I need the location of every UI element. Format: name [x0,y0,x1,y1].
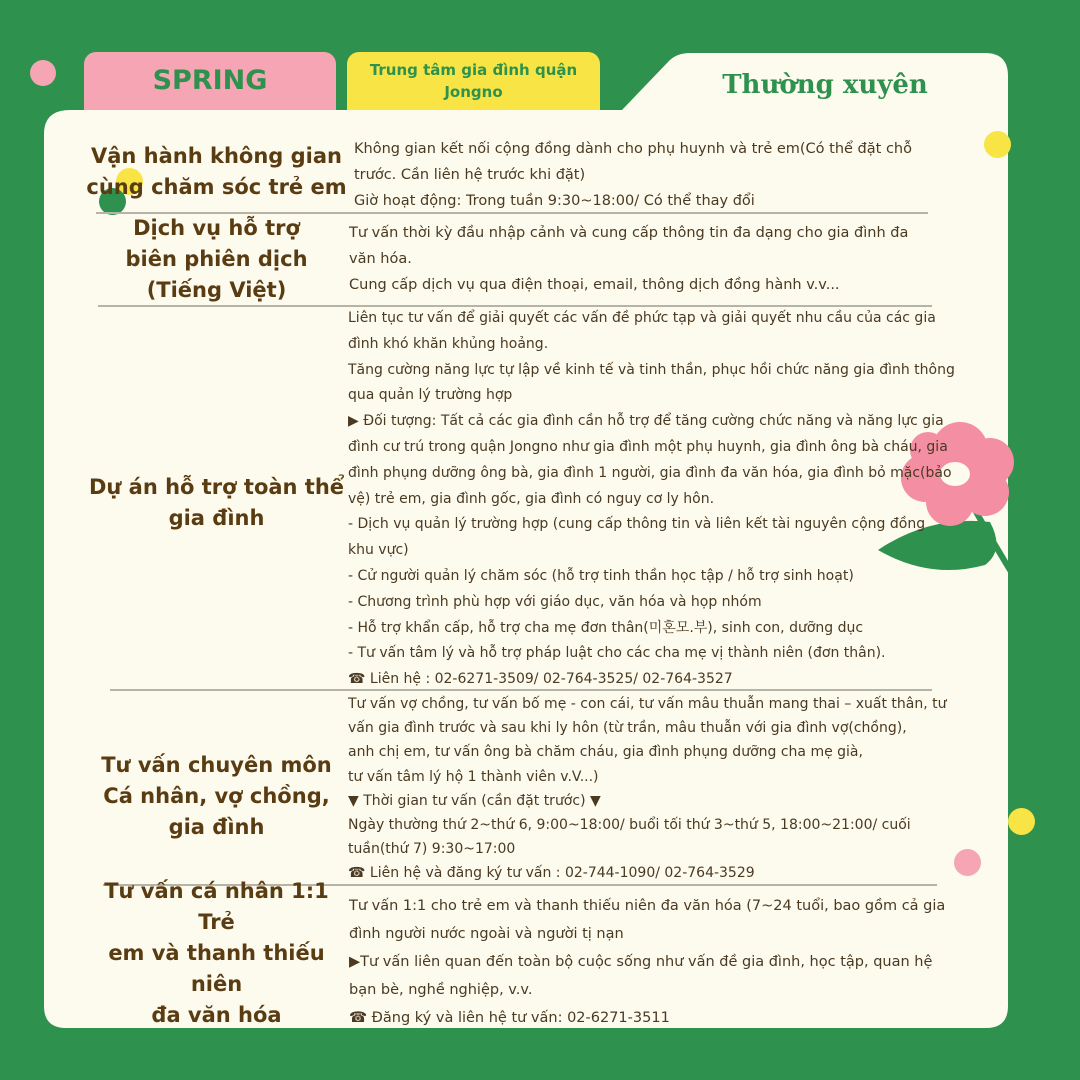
description-line: vấn gia đình trước và sau khi ly hôn (từ trần, mâu thuẫn với gia đình vợ(chồng), [348,720,907,737]
description-line: - Chương trình phù hợp với giáo dục, văn hóa và họp nhóm [348,593,762,610]
tab-spring-label: SPRING [152,64,268,96]
service-title-line: gia đình [168,814,265,839]
service-title-line: Cá nhân, vợ chồng, [103,783,330,808]
yellow-dot [984,131,1011,158]
description-line: Tư vấn vợ chồng, tư vấn bố mẹ - con cái, tư vấn mâu thuẫn mang thai – xuất thân, tư [348,696,947,712]
description-line: ☎ Đăng ký và liên hệ tư vấn: 02-6271-3511 [349,1010,670,1026]
description-line: - Cử người quản lý chăm sóc (hỗ trợ tinh thần học tập / hỗ trợ sinh hoạt) [348,567,854,584]
description-line: Liên tục tư vấn để giải quyết các vấn đề phức tạp và giải quyết nhu cầu của các gia [348,310,936,326]
description-line: Tăng cường năng lực tự lập về kinh tế và tinh thần, phục hồi chức năng gia đình thông [348,361,955,378]
description-line: Ngày thường thứ 2~thứ 6, 9:00~18:00/ buổi tối thứ 3~thứ 5, 18:00~21:00/ cuối [348,817,911,834]
tab-center-line1: Trung tâm gia đình quận [369,61,578,79]
service-title-line: Dịch vụ hỗ trợ [133,215,300,240]
description-line: đình cư trú trong quận Jongno như gia đình một phụ huynh, gia đình ông bà cháu, gia [348,438,948,455]
description-line: vệ) trẻ em, gia đình gốc, gia đình có nguy cơ ly hôn. [348,490,715,507]
description-line: Cung cấp dịch vụ qua điện thoại, email, thông dịch đồng hành v.v... [349,277,840,293]
pink-dot [954,849,981,876]
main-tab-label: Thường xuyên [722,70,928,100]
description-line: anh chị em, tư vấn ông bà chăm cháu, gia đình phụng dưỡng cha mẹ già, [348,744,863,761]
service-title-line: cùng chăm sóc trẻ em [86,175,347,199]
service-title-line: Tư vấn chuyên môn [101,752,332,777]
service-description [349,892,945,1032]
description-line: ☎ Liên hệ và đăng ký tư vấn : 02-744-1090/ 02-764-3529 [348,865,755,882]
service-title [84,878,349,1027]
service-title-line: Tư vấn cá nhân 1:1 Trẻ [104,878,329,934]
description-line: Tư vấn 1:1 cho trẻ em và thanh thiếu niên đa văn hóa (7~24 tuổi, bao gồm cả gia [349,898,946,914]
description-line: - Dịch vụ quản lý trường hợp (cung cấp thông tin và liên kết tài nguyên cộng đồng [348,516,926,533]
description-line: tuần(thứ 7) 9:30~17:00 [348,841,516,858]
description-line: tư vấn tâm lý hộ 1 thành viên v.V...) [348,768,599,785]
service-description [349,220,908,298]
service-title-line: đa văn hóa [151,1002,282,1027]
service-description [354,136,912,214]
yellow-dot [1008,808,1035,835]
service-title-line: (Tiếng Việt) [146,277,287,302]
description-line: ▼ Thời gian tư vấn (cần đặt trước) ▼ [348,792,601,809]
description-line: văn hóa. [349,251,412,267]
description-line: qua quản lý trường hợp [348,387,513,404]
description-line: Giờ hoạt động: Trong tuần 9:30~18:00/ Có thể thay đổi [354,193,755,209]
service-title [84,140,349,204]
service-description [348,692,947,886]
service-description [348,306,955,693]
service-title-line: em và thanh thiếu niên [108,940,325,996]
description-line: đình phụng dưỡng ông bà, gia đình 1 người, gia đình đa văn hóa, gia đình bỏ mặc(bảo [348,464,952,481]
service-title-line: biên phiên dịch [125,246,308,271]
service-title [84,472,349,534]
service-title-line: Vận hành không gian [90,144,342,168]
service-title [84,749,349,843]
description-line: - Tư vấn tâm lý và hỗ trợ pháp luật cho các cha mẹ vị thành niên (đơn thân). [348,645,886,662]
service-title-line: Dự án hỗ trợ toàn thể [88,475,345,499]
description-line: Tư vấn thời kỳ đầu nhập cảnh và cung cấp thông tin đa dạng cho gia đình đa [349,225,909,241]
description-line: khu vực) [348,542,409,559]
description-line: Không gian kết nối cộng đồng dành cho phụ huynh và trẻ em(Có thể đặt chỗ [354,141,912,157]
service-title [84,213,349,305]
row-divider [110,689,932,691]
description-line: ▶ Đối tượng: Tất cả các gia đình cần hỗ trợ để tăng cường chức năng và năng lực gia [348,413,944,430]
service-title-line: gia đình [168,506,265,530]
description-line: đình khó khăn khủng hoảng. [348,335,549,352]
description-line: bạn bè, nghề nghiệp, v.v. [349,982,533,998]
description-line: ☎ Liên hệ : 02-6271-3509/ 02-764-3525/ 02-764-3527 [348,671,733,688]
tab-center-line2: Jongno [444,83,503,101]
description-line: ▶Tư vấn liên quan đến toàn bộ cuộc sống như vấn đề gia đình, học tập, quan hệ [349,954,933,970]
description-line: đình người nước ngoài và người tị nạn [349,926,624,942]
description-line: - Hỗ trợ khẩn cấp, hỗ trợ cha mẹ đơn thân(미혼모.부), sinh con, dưỡng dục [348,619,864,636]
description-line: trước. Cần liên hệ trước khi đặt) [354,167,586,183]
